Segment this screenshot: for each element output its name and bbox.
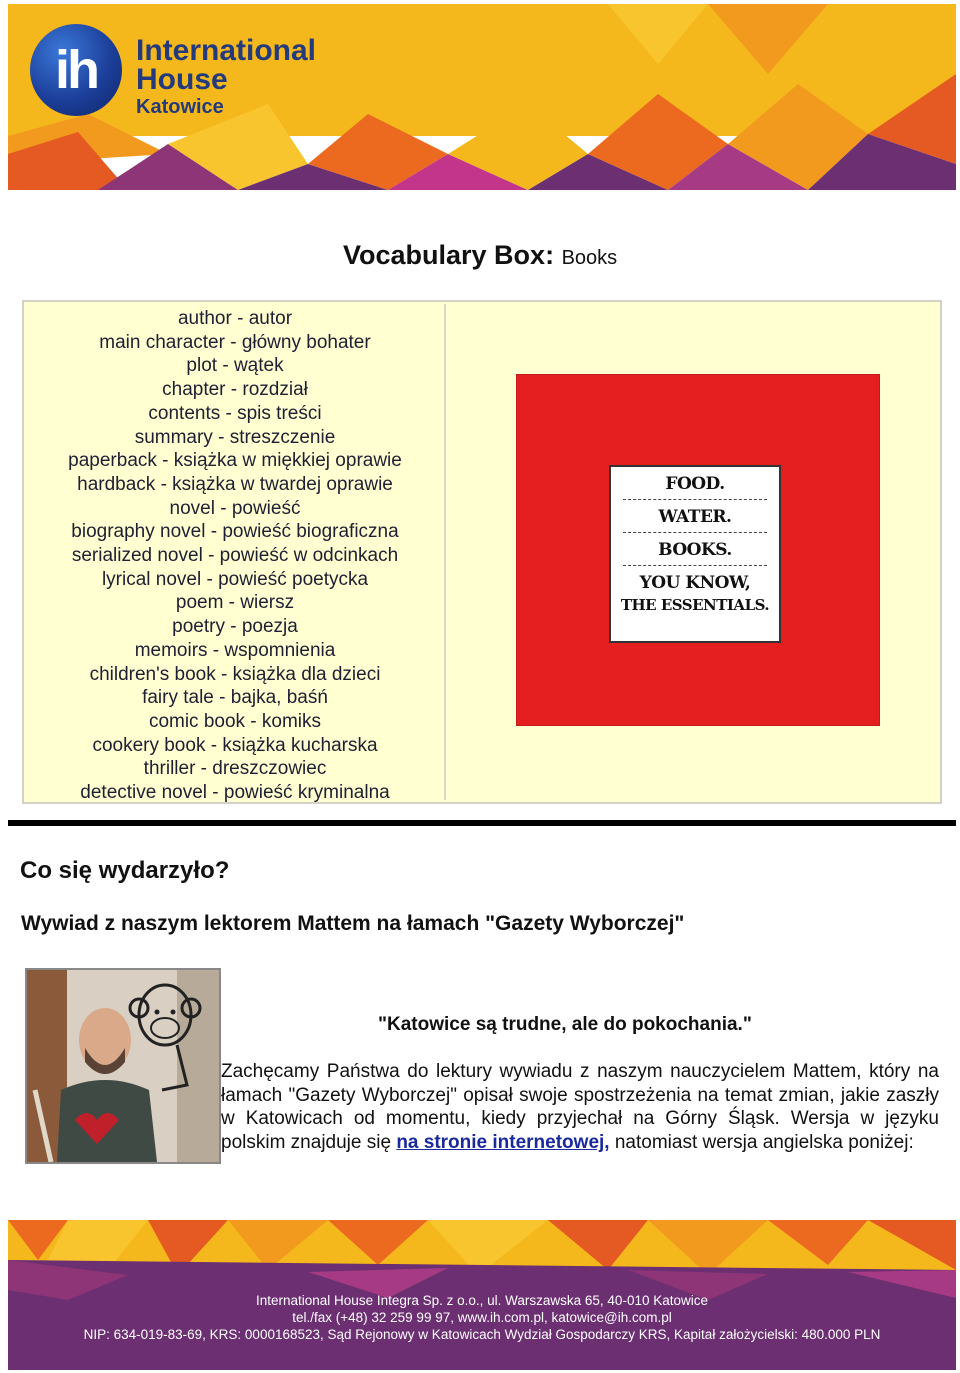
- logo-text: [136, 36, 316, 118]
- vocab-item: paperback - książka w miękkiej oprawie: [68, 450, 402, 472]
- footer-line-3: NIP: 634-019-83-69, KRS: 0000168523, Sąd Rejonowy w Katowicach Wydział Gospodarczy KRS, Kapitał założycielski: 480.000 PLN: [83, 1327, 881, 1342]
- poster-line: YOU KNOW,: [639, 573, 751, 593]
- vocab-item: children's book - książka dla dzieci: [89, 663, 381, 685]
- books-poster-image: [516, 374, 880, 726]
- news-subheading: Wywiad z naszym lektorem Mattem na łamach "Gazety Wyborczej": [21, 912, 685, 935]
- logo-line-2: House: [136, 63, 228, 96]
- vocab-item: lyrical novel - powieść poetycka: [101, 568, 369, 590]
- footer-text: [8, 1292, 956, 1343]
- vocab-item: hardback - książka w twardej oprawie: [77, 473, 393, 495]
- vocab-item: detective novel - powieść kryminalna: [80, 782, 390, 804]
- vocab-item: biography novel - powieść biograficzna: [71, 521, 399, 543]
- logo-line-1: International: [136, 34, 317, 67]
- vocab-title-main: Vocabulary Box:: [343, 240, 555, 270]
- poster-line: FOOD.: [665, 474, 725, 494]
- vocab-box: [22, 300, 942, 804]
- vocab-item: plot - wątek: [186, 355, 284, 377]
- vocab-item: poetry - poezja: [172, 616, 298, 638]
- vocab-title-sub: Books: [561, 247, 618, 269]
- vocab-item: memoirs - wspomnienia: [134, 639, 336, 661]
- poster-line: WATER.: [658, 507, 732, 527]
- vocab-item: summary - streszczenie: [134, 426, 336, 448]
- article-quote: "Katowice są trudne, ale do pokochania.": [378, 1014, 752, 1035]
- vocab-item: contents - spis treści: [148, 402, 322, 424]
- vocab-item: cookery book - książka kucharska: [92, 734, 378, 756]
- article-text: Zachęcamy Państwa do lektury wywiadu z naszym nauczycielem Mattem, który na łamach "Gazety Wyborczej" opisał swoje spostrzeżenia na temat zmian, jakie zaszły w Katowicach od momentu, kiedy przyjechał na Górny Śląsk. Wersja w języku polskim znajduje się: [221, 1061, 939, 1154]
- vocab-item: poem - wiersz: [175, 592, 295, 614]
- vocab-item: chapter - rozdział: [162, 379, 308, 401]
- footer-banner: [8, 1220, 956, 1370]
- header-banner: [8, 4, 956, 190]
- poster-line: THE ESSENTIALS.: [620, 596, 770, 614]
- logo[interactable]: [30, 24, 330, 124]
- article-paragraph: [221, 1060, 939, 1155]
- vocab-item: thriller - dreszczowiec: [143, 758, 327, 780]
- logo-mark: ih: [30, 24, 122, 116]
- vocab-list: [26, 304, 446, 804]
- article-text-end: natomiast wersja angielska poniżej:: [609, 1132, 914, 1154]
- vocab-item: author - autor: [177, 308, 293, 329]
- poster-line: BOOKS.: [658, 540, 732, 560]
- teacher-illustration: [27, 970, 219, 1162]
- footer-line-1: International House Integra Sp. z o.o., ul. Warszawska 65, 40-010 Katowice: [256, 1293, 708, 1308]
- vocab-item: fairy tale - bajka, baśń: [142, 687, 328, 709]
- vocab-item: serialized novel - powieść w odcinkach: [71, 545, 399, 567]
- vocab-item: comic book - komiks: [148, 710, 322, 732]
- section-divider: [8, 820, 956, 826]
- logo-line-3: Katowice: [136, 96, 224, 118]
- poster-card: [609, 465, 781, 643]
- news-heading: Co się wydarzyło?: [20, 857, 230, 884]
- teacher-photo: [25, 968, 221, 1164]
- footer-line-2: tel./fax (+48) 32 259 99 97, www.ih.com.pl, katowice@ih.com.pl: [292, 1310, 672, 1325]
- vocab-item: main character - główny bohater: [99, 331, 371, 353]
- article-link[interactable]: na stronie internetowej,: [396, 1132, 610, 1154]
- vocab-title: [343, 240, 617, 271]
- vocab-item: novel - powieść: [169, 497, 301, 519]
